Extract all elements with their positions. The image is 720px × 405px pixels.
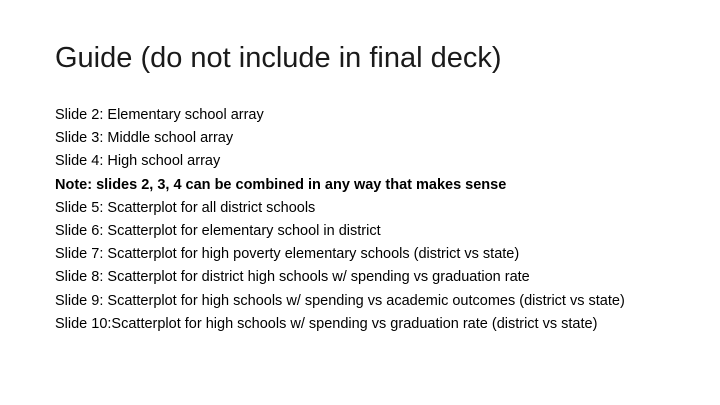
slide-content-list: [55, 104, 675, 336]
list-item: Slide 5: Scatterplot for all district schools: [55, 199, 316, 216]
list-item: Slide 7: Scatterplot for high poverty elementary schools (district vs state): [55, 246, 520, 263]
slide-title: Guide (do not include in final deck): [55, 42, 502, 74]
list-item: Slide 2: Elementary school array: [55, 107, 264, 123]
list-item: Slide 6: Scatterplot for elementary school in district: [55, 223, 381, 240]
list-item: Slide 9: Scatterplot for high schools w/ spending vs academic outcomes (district vs state): [55, 292, 625, 309]
list-item: Slide 3: Middle school array: [55, 130, 234, 147]
list-item: Slide 4: High school array: [55, 153, 221, 170]
list-item: Slide 10:Scatterplot for high schools w/ spending vs graduation rate (district vs state): [55, 315, 598, 332]
list-item: Slide 8: Scatterplot for district high schools w/ spending vs graduation rate: [55, 269, 530, 286]
note-item: Note: slides 2, 3, 4 can be combined in any way that makes sense: [55, 176, 507, 193]
